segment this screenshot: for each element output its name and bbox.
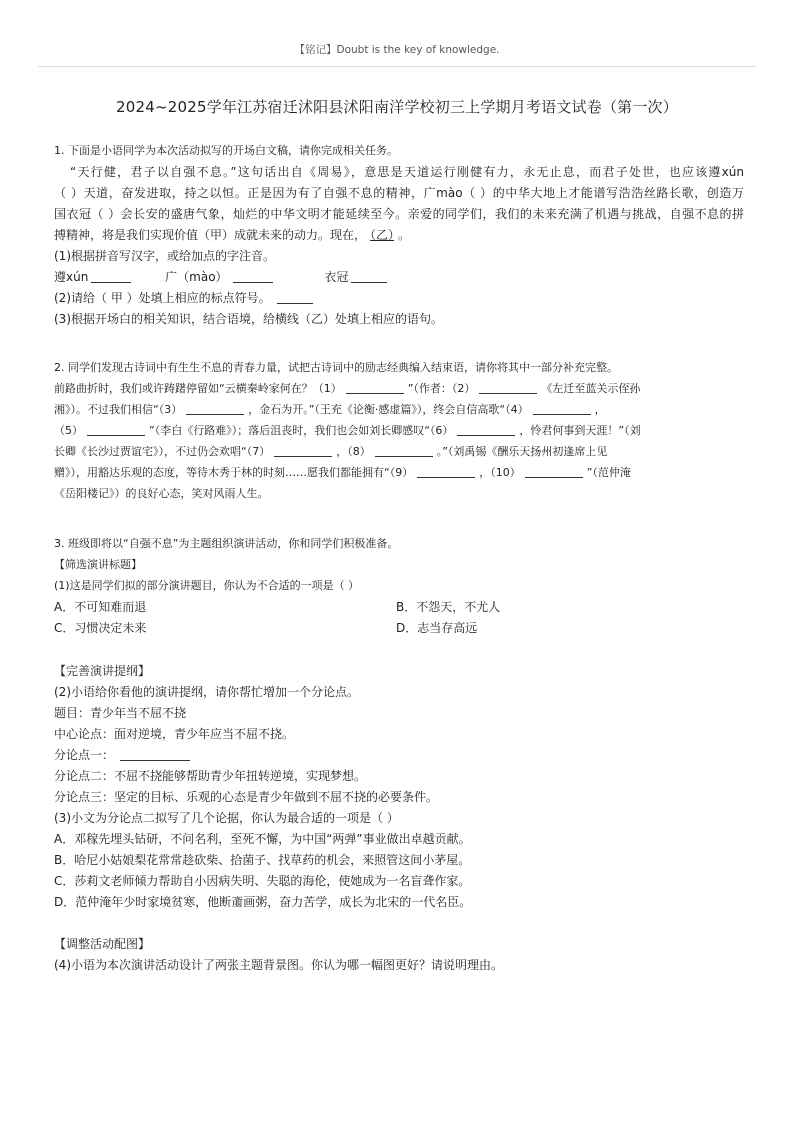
q3-stem: 3. 班级即将以“自强不息”为主题组织演讲活动，你和同学们积极准备。 bbox=[54, 537, 399, 550]
q3-argument-b[interactable]: B．哈尼小姑娘梨花常常趁砍柴、拾菌子、找草药的机会，来照管这间小茅屋。 bbox=[54, 853, 471, 867]
q2-blank-6[interactable] bbox=[457, 423, 515, 436]
q1-blank-b-label: 广（mào） bbox=[165, 270, 228, 284]
q1-blank-a[interactable] bbox=[91, 270, 131, 283]
q3-option-d[interactable]: D．志当存高远 bbox=[396, 621, 478, 635]
q2-l2-a: 前路曲折时，我们或许踌躇停留如“云横秦岭家何在？（1） bbox=[54, 382, 342, 395]
q2-line-7: 《岳阳楼记》）的良好心态，笑对风雨人生。 bbox=[54, 487, 269, 500]
q2-blank-3[interactable] bbox=[186, 402, 244, 415]
q2-l4-c: ，怜君何事到天涯！”（刘 bbox=[519, 424, 641, 437]
q3-center-argument: 中心论点：面对逆境，青少年应当不屈不挠。 bbox=[54, 727, 295, 741]
header-divider bbox=[38, 66, 756, 67]
q2-blank-8[interactable] bbox=[375, 444, 433, 457]
q2-l2-b: ”（作者：（2） bbox=[407, 382, 476, 395]
q1-p4-end: 。 bbox=[398, 228, 411, 242]
q1-sub2-blank[interactable] bbox=[277, 291, 313, 304]
q2-l6-a: 赠》），用豁达乐观的态度，等待木秀于林的时刻……愿我们都能拥有“（9） bbox=[54, 466, 414, 479]
q2-line-1: 2. 同学们发现古诗词中有生生不息的青春力量，试把古诗词中的励志经典编入结束语，请你将其中一部分补充完整。 bbox=[54, 361, 618, 374]
q1-blank-c[interactable] bbox=[351, 270, 387, 283]
q3-point-1-label: 分论点一： bbox=[54, 748, 115, 762]
q2-blank-1[interactable] bbox=[346, 381, 404, 394]
motto-header: 【铭记】Doubt is the key of knowledge. bbox=[294, 44, 500, 56]
q2-line-4 bbox=[54, 423, 744, 439]
q2-l3-c: ， bbox=[594, 403, 606, 416]
q1-blank-yi[interactable]: （乙） bbox=[370, 228, 395, 242]
q1-blank-row bbox=[54, 269, 744, 285]
q2-l5-a: 长卿《长沙过贾谊宅》），不过仍会欢唱“（7） bbox=[54, 445, 271, 458]
q2-blank-9[interactable] bbox=[417, 465, 475, 478]
q3-topic: 题目：青少年当不屈不挠 bbox=[54, 706, 187, 720]
q2-l5-c: 。”（刘禹锡《酬乐天扬州初逢席上见 bbox=[436, 445, 608, 458]
q1-sub3: (3)根据开场白的相关知识，结合语境，给横线（乙）处填上相应的语句。 bbox=[54, 312, 444, 326]
q3-argument-c[interactable]: C．莎莉文老师倾力帮助自小因病失明、失聪的海伦，使她成为一名盲聋作家。 bbox=[54, 874, 471, 888]
q1-sub1: (1)根据拼音写汉字，或给加点的字注音。 bbox=[54, 249, 275, 263]
q1-paragraph-line-3: 国衣冠（ ）会长安的盛唐气象，灿烂的中华文明才能延续至今。亲爱的同学们，我们的未来充满了机遇与挑战，自强不息的拼 bbox=[54, 207, 744, 221]
q2-blank-5[interactable] bbox=[87, 423, 145, 436]
q3-option-c[interactable]: C．习惯决定未来 bbox=[54, 621, 147, 635]
q3-argument-d[interactable]: D．范仲淹年少时家境贫寒，他断齑画粥，奋力苦学，成长为北宋的一代名臣。 bbox=[54, 895, 472, 909]
q2-blank-10[interactable] bbox=[525, 465, 583, 478]
q2-blank-7[interactable] bbox=[274, 444, 332, 457]
q3-argument-a[interactable]: A．邓稼先埋头钻研，不问名利，至死不懈，为中国“两弹”事业做出卓越贡献。 bbox=[54, 832, 471, 846]
q3-point-2: 分论点二：不屈不挠能够帮助青少年扭转逆境，实现梦想。 bbox=[54, 769, 367, 783]
page-title: 2024~2025学年江苏宿迁沭阳县沭阳南洋学校初三上学期月考语文试卷（第一次） bbox=[116, 98, 678, 116]
q2-l6-b: ，（10） bbox=[479, 466, 521, 479]
q1-paragraph-line-4 bbox=[54, 227, 744, 243]
q2-blank-4[interactable] bbox=[533, 402, 591, 415]
q2-l6-c: ”（范仲淹 bbox=[586, 466, 631, 479]
q3-sub4: (4)小语为本次演讲活动设计了两张主题背景图。你认为哪一幅图更好？请说明理由。 bbox=[54, 958, 504, 972]
q2-l2-c: 《左迁至蓝关示侄孙 bbox=[541, 382, 641, 395]
q1-sub2 bbox=[54, 290, 744, 306]
q2-l3-a: 湘》）。不过我们相信“（3） bbox=[54, 403, 183, 416]
q1-blank-a-label: 遵xún bbox=[54, 270, 89, 284]
q3-section-outline-heading: 【完善演讲提纲】 bbox=[54, 664, 151, 678]
q2-l4-a: （5） bbox=[54, 424, 83, 437]
q3-section-title-heading: 【筛选演讲标题】 bbox=[54, 558, 142, 571]
q2-blank-2[interactable] bbox=[479, 381, 537, 394]
q2-l5-b: ，（8） bbox=[336, 445, 371, 458]
q2-l4-b: ”（李白《行路难》）；落后沮丧时，我们也会如刘长卿感叹“（6） bbox=[149, 424, 454, 437]
q2-l3-b: ，金石为开。”（王充《论衡·感虚篇》），终会自信高歌“（4） bbox=[248, 403, 529, 416]
q3-point-1 bbox=[54, 747, 744, 763]
q2-line-5 bbox=[54, 444, 744, 460]
q1-blank-b[interactable] bbox=[233, 270, 273, 283]
q3-sub2: (2)小语给你看他的演讲提纲，请你帮忙增加一个分论点。 bbox=[54, 685, 360, 699]
q3-section-image-heading: 【调整活动配图】 bbox=[54, 937, 151, 951]
q1-paragraph-line-1: “天行健，君子以自强不息。”这句话出自《周易》，意思是天道运行刚健有力，永无止息，而君子处世，也应该遵xún bbox=[70, 165, 744, 179]
q3-option-b[interactable]: B．不怨天，不尤人 bbox=[396, 600, 501, 614]
q3-option-a[interactable]: A．不可知难而退 bbox=[54, 600, 147, 614]
q1-blank-c-label: 衣冠 bbox=[324, 270, 349, 284]
q1-sub2-text: (2)请给（ 甲 ）处填上相应的标点符号。 bbox=[54, 291, 271, 305]
q3-point-1-blank[interactable] bbox=[120, 748, 190, 761]
q1-paragraph-line-2: （ ）天道，奋发进取，持之以恒。正是因为有了自强不息的精神，广mào（ ）的中华大地上才能谱写浩浩丝路长歌，创造万 bbox=[54, 186, 744, 200]
q3-point-3: 分论点三：坚定的目标、乐观的心态是青少年做到不屈不挠的必要条件。 bbox=[54, 790, 439, 804]
q2-line-3 bbox=[54, 402, 744, 418]
q2-line-2 bbox=[54, 381, 744, 397]
q3-sub3: (3)小文为分论点二拟写了几个论据，你认为最合适的一项是（ ） bbox=[54, 811, 399, 825]
q1-stem: 1. 下面是小语同学为本次活动拟写的开场白文稿，请你完成相关任务。 bbox=[54, 144, 398, 157]
q1-p4-text: 搏精神，将是我们实现价值（甲）成就未来的动力。现在， bbox=[54, 228, 367, 242]
q2-line-6 bbox=[54, 465, 744, 481]
q3-sub1: (1)这是同学们拟的部分演讲题目，你认为不合适的一项是（ ） bbox=[54, 579, 360, 592]
